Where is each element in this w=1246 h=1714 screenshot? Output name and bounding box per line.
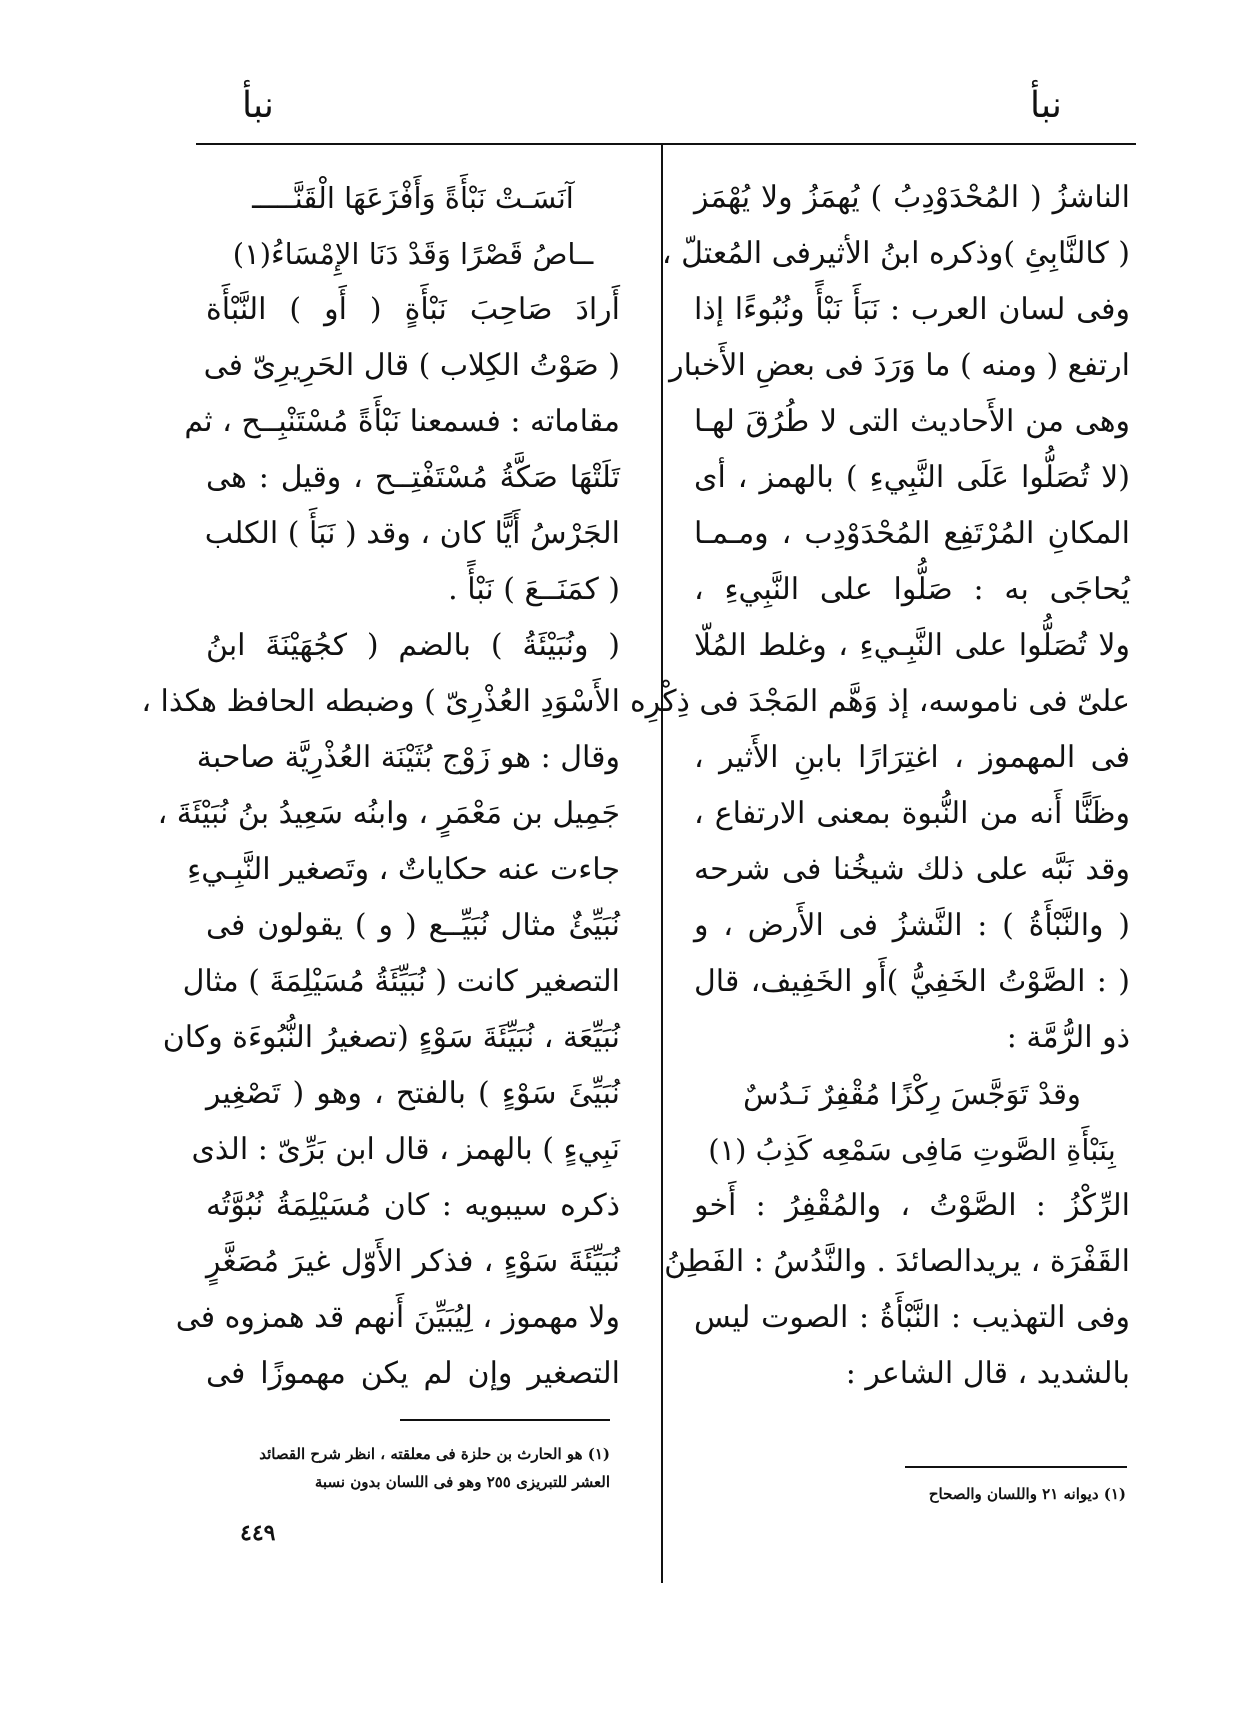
- text-line: علىّ فى ناموسه، إذ وَهَّم المَجْدَ فى ذِكْرِه: [629, 684, 1130, 719]
- text-line: ارتفع ( ومنه ) ما وَرَدَ فى بعضِ الأَخبار: [669, 348, 1130, 383]
- footnote-left: [206, 1440, 610, 1496]
- text-line: ( والنَّبْأَةُ ) : النَّشزُ فى الأَرض ، و: [694, 908, 1130, 943]
- footnote-line: (١) هو الحارث بن حلزة فى معلقته ، انظر شرح القصائد: [259, 1445, 610, 1463]
- page-number: ٤٤٩: [240, 1520, 276, 1546]
- text-line: ( : الصَّوْتُ الخَفِيُّ )أَو الخَفِيف، قال: [694, 964, 1130, 999]
- text-line: تَلَتْهَا صَكَّةُ مُسْتَفْتِــح ، وقيل : هى: [206, 460, 620, 495]
- text-line: وقال : هو زَوْج بُثَيْنَة العُذْرِيَّة صاحبة: [196, 740, 620, 775]
- text-line: ( كالنَّابِئِ )وذكره ابنُ الأثيرفى المُعتلّ ،: [661, 236, 1130, 271]
- footnote-line: العشر للتبريزى ٢٥٥ وهو فى اللسان بدون نسبة: [314, 1473, 610, 1491]
- column-divider: [661, 143, 663, 1583]
- text-line: نُبَيِّئٌ مثال نُبَيِّــع ( و ) يقولون فى: [206, 908, 620, 943]
- text-line: ( كمَنَــعَ ) نَبْأً .: [448, 572, 620, 607]
- verse-line: ــاصُ قَصْرًا وَقَدْ دَنَا الإِمْسَاءُ(١): [232, 237, 594, 271]
- verse-line: بِنَبْأَةِ الصَّوتِ مَافِى سَمْعِه كَذِبُ (١): [708, 1133, 1116, 1167]
- text-line: الأَسْوَدِ العُذْرِىّ ) وضبطه الحافظ هكذا ،: [141, 684, 620, 719]
- right-column: [629, 170, 1130, 1402]
- text-line: الرِّكْزُ : الصَّوْتُ ، والمُقْفِرُ : أَخو: [694, 1188, 1130, 1223]
- text-line: القَفْرَة ، يريدالصائدَ . والنَّدُسُ : الفَطِنُ: [664, 1244, 1130, 1279]
- text-line: وهى من الأَحاديث التى لا طُرُقَ لهـا: [694, 404, 1130, 439]
- text-line: ولا مهموز ، لِيُبَيِّنَ أَنهم قد همزوه فى: [175, 1300, 620, 1335]
- verse-line: آنَسَـتْ نَبْأَةً وَأَفْزَعَهَا الْقَنَّـــــ: [252, 181, 574, 215]
- text-line: نَبِيءٍ ) بالهمز ، قال ابن بَرِّىّ : الذى: [191, 1132, 620, 1167]
- text-line: ( ونُبَيْئَةُ ) بالضم ( كجُهَيْنَةَ ابنُ: [206, 628, 620, 663]
- verse-line: وقدْ تَوَجَّسَ رِكْزًا مُقْفِرٌ نَـدُسٌ: [743, 1077, 1081, 1111]
- text-line: نُبَيِّئَ سَوْءٍ ) بالفتح ، وهو ( تَصْغِير: [206, 1076, 620, 1111]
- text-line: جَمِيل بن مَعْمَرٍ ، وابنُه سَعِيدُ بنُ نُبَيْئَةَ ،: [157, 796, 620, 831]
- text-line: ( صَوْتُ الكِلاب ) قال الحَرِيرِىّ فى: [203, 348, 620, 383]
- text-line: الجَرْسُ أَيًّا كان ، وقد ( نَبَأَ ) الكلب: [204, 516, 620, 551]
- footnote-rule-right: [905, 1466, 1127, 1468]
- text-line: ذو الرُّمَّة :: [1006, 1020, 1130, 1055]
- text-line: وفى لسان العرب : نَبَأَ نَبْأً ونُبُوءًا إذا: [694, 292, 1130, 327]
- text-line: وفى التهذيب : النَّبْأَةُ : الصوت ليس: [694, 1300, 1130, 1335]
- text-line: أَرادَ صَاحِبَ نَبْأَةٍ ( أَو ) النَّبْأَة: [206, 292, 620, 327]
- footnote-right: (١) ديوانه ٢١ واللسان والصحاح: [928, 1485, 1126, 1503]
- footnote-rule-left: [400, 1419, 610, 1421]
- text-line: نُبَيِّعَة ، نُبَيِّئَةَ سَوْءٍ (تصغيرُ النُّبُوءَة وكان: [162, 1020, 620, 1055]
- header-rule: [196, 143, 1136, 145]
- text-line: وقد نَبَّه على ذلك شيخُنا فى شرحه: [694, 852, 1130, 887]
- text-line: التصغير وإن لم يكن مهموزًا فى: [206, 1356, 620, 1391]
- text-line: يُحاجَى به : صَلُّوا على النَّبِيءِ ،: [694, 572, 1130, 607]
- text-line: مقاماته : فسمعنا نَبْأَةً مُسْتَنْبِــح ، ثم: [184, 404, 620, 439]
- text-line: المكانِ المُرْتَفِع المُحْدَوْدِب ، ومـمـا: [694, 516, 1130, 551]
- text-line: ولا تُصَلُّوا على النَّبِـيءِ ، وغلط المُلّا: [694, 628, 1130, 663]
- text-line: ذكره سيبويه : كان مُسَيْلِمَةُ نُبُوَّتُه: [206, 1188, 620, 1223]
- left-column: [141, 170, 620, 1402]
- header-left-word: نبأ: [242, 85, 274, 126]
- text-line: نُبَيِّئَةَ سَوْءٍ ، فذكر الأَوّل غيرَ مُصَغَّرٍ: [206, 1244, 620, 1279]
- text-line: فى المهموز ، اغتِرَارًا بابنِ الأَثير ،: [694, 740, 1130, 775]
- text-line: وظَنًّا أَنه من النُّبوة بمعنى الارتفاع ،: [694, 796, 1130, 831]
- text-line: الناشزُ ( المُحْدَوْدِبُ ) يُهمَزُ ولا يُهْمَز: [694, 180, 1130, 215]
- header-right-word: نبأ: [1030, 85, 1062, 126]
- text-line: (لا تُصَلُّوا عَلَى النَّبِيءِ ) بالهمز ، أى: [694, 460, 1130, 495]
- text-line: بالشديد ، قال الشاعر :: [845, 1356, 1130, 1391]
- text-line: التصغير كانت ( نُبَيِّئَةُ مُسَيْلِمَةَ ) مثال: [182, 964, 620, 999]
- text-line: جاءت عنه حكاياتٌ ، وتَصغير النَّبِـيءِ: [187, 852, 620, 887]
